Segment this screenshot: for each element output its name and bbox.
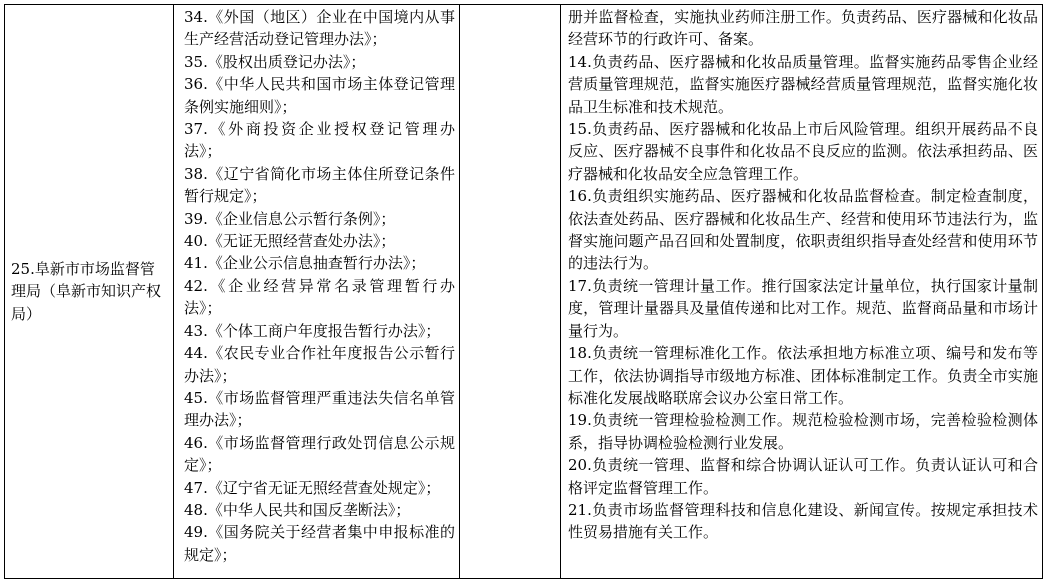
empty-cell [460, 5, 561, 579]
duty-item: 15.负责药品、医疗器械和化妆品上市后风险管理。组织开展药品不良反应、医疗器械不良事件和化妆品不良反应的监测。依法承担药品、医疗器械和化妆品安全应急管理工作。 [568, 120, 1038, 183]
law-item: 35.《股权出质登记办法》； [184, 52, 366, 71]
table-row [5, 5, 1043, 579]
law-item: 48.《中华人民共和国反垄断法》； [184, 500, 411, 519]
law-item: 41.《企业公示信息抽查暂行办法》； [184, 254, 426, 273]
duty-item: 14.负责药品、医疗器械和化妆品质量管理。监督实施药品零售企业经营质量管理规范，监督实施医疗器械经营质量管理规范，监督实施化妆品卫生标准和技术规范。 [568, 52, 1038, 116]
law-item: 34.《外国（地区）企业在中国境内从事生产经营活动登记管理办法》； [184, 8, 455, 49]
law-item: 45.《市场监督管理严重违法失信名单管理办法》； [184, 388, 455, 430]
duties-cell [561, 5, 1043, 579]
law-item: 38.《辽宁省简化市场主体住所登记条件暂行规定》； [184, 164, 455, 206]
duty-item: 16.负责组织实施药品、医疗器械和化妆品监督检查。制定检查制度，依法查处药品、医疗器械和化妆品生产、经营和使用环节违法行为，监督实施问题产品召回和处置制度，依职责组织指导查处经营和使用环节的违法行为。 [568, 187, 1038, 273]
law-item: 46.《市场监督管理行政处罚信息公示规定》； [184, 433, 455, 475]
org-cell [5, 5, 174, 579]
duty-item: 20.负责统一管理、监督和综合协调认证认可工作。负责认证认可和合格评定监督管理工作。 [568, 456, 1038, 497]
duty-item: 21.负责市场监督管理科技和信息化建设、新闻宣传。按规定承担技术性贸易措施有关工作。 [568, 500, 1038, 542]
law-item: 43.《个体工商户年度报告暂行办法》； [184, 321, 441, 340]
law-item: 49.《国务院关于经营者集中申报标准的规定》； [184, 523, 455, 564]
org-name: 25.阜新市市场监督管理局（阜新市知识产权局） [11, 259, 162, 323]
duty-item: 17.负责统一管理计量工作。推行国家法定计量单位，执行国家计量制度，管理计量器具及量值传递和比对工作。规范、监督商品量和市场计量行为。 [568, 276, 1038, 340]
duty-item: 册并监督检查，实施执业药师注册工作。负责药品、医疗器械和化妆品经营环节的行政许可、备案。 [568, 8, 1038, 49]
duties-list [561, 5, 1042, 544]
law-item: 42.《企业经营异常名录管理暂行办法》； [184, 276, 455, 318]
law-item: 44.《农民专业合作社年度报告公示暂行办法》； [184, 344, 455, 385]
law-item: 39.《企业信息公示暂行条例》； [184, 209, 396, 228]
laws-list [174, 5, 459, 566]
law-item: 36.《中华人民共和国市场主体登记管理条例实施细则》； [184, 75, 455, 116]
law-item: 47.《辽宁省无证无照经营查处规定》； [184, 478, 441, 497]
document-table [4, 4, 1043, 579]
duty-item: 18.负责统一管理标准化工作。依法承担地方标准立项、编号和发布等工作，依法协调指导市级地方标准、团体标准制定工作。负责全市实施标准化发展战略联席会议办公室日常工作。 [568, 344, 1038, 407]
laws-cell [174, 5, 460, 579]
law-item: 40.《无证无照经营查处办法》； [184, 232, 396, 251]
law-item: 37.《外商投资企业授权登记管理办法》； [184, 120, 455, 161]
duty-item: 19.负责统一管理检验检测工作。规范检验检测市场，完善检验检测体系，指导协调检验检测行业发展。 [568, 411, 1038, 452]
